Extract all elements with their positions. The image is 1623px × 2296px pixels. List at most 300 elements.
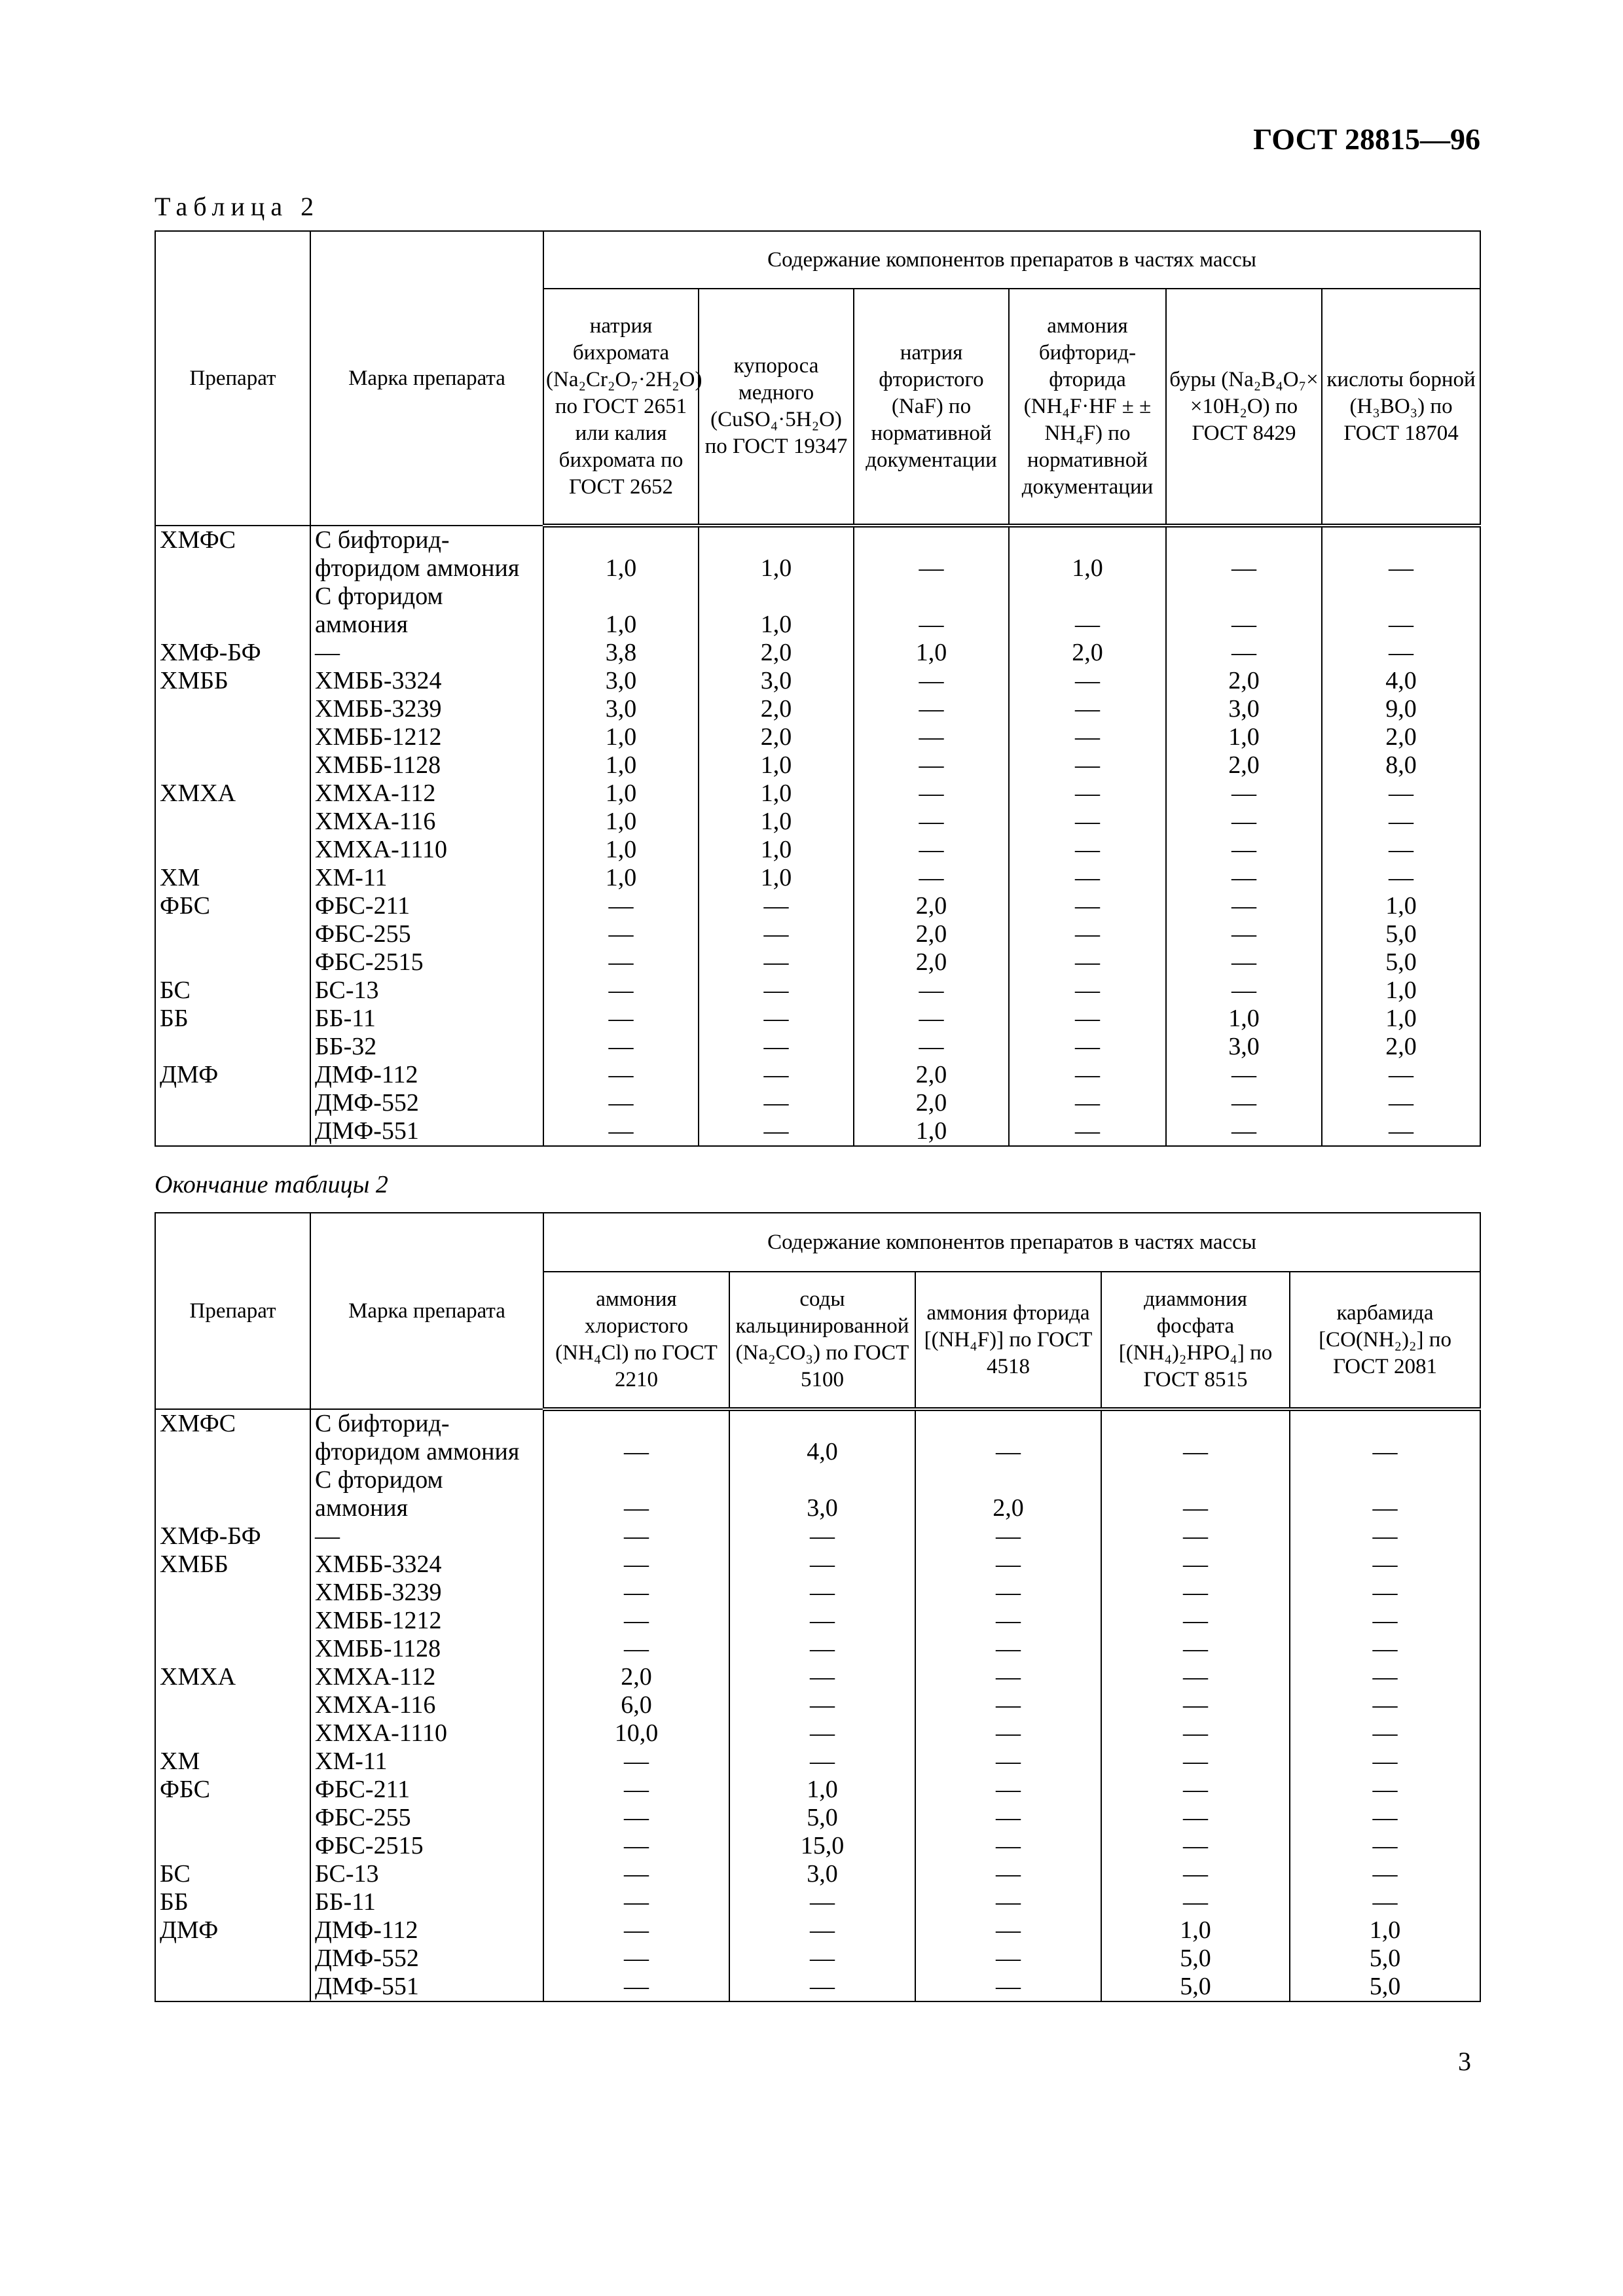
- value-cell: —: [915, 1945, 1101, 1973]
- column-header-component: соды кальцинированной (Na₂CO₃) по ГОСТ 5100: [729, 1272, 915, 1409]
- brand-cell: ХМББ-3324: [310, 667, 543, 695]
- value-cell: —: [1322, 780, 1480, 808]
- brand-cell: ХМББ-1128: [310, 1635, 543, 1663]
- brand-cell: ХМ-11: [310, 864, 543, 892]
- value-cell: —: [1101, 1466, 1290, 1522]
- value-cell: 3,0: [1166, 695, 1322, 723]
- value-cell: —: [915, 1860, 1101, 1888]
- value-cell: 2,0: [1322, 723, 1480, 751]
- preparation-cell: ФБС: [155, 1776, 310, 1804]
- table-row: [155, 1945, 1480, 1973]
- preparation-cell: ХМФ-БФ: [155, 1522, 310, 1551]
- composition-table-part1: [155, 230, 1481, 1147]
- value-cell: 3,0: [543, 667, 699, 695]
- value-cell: —: [915, 1916, 1101, 1945]
- preparation-cell: [155, 1635, 310, 1663]
- brand-cell: С бифторид-фторидом аммония: [310, 1409, 543, 1466]
- column-header-component: кислоты борной (H₃BO₃) по ГОСТ 18704: [1322, 289, 1480, 526]
- preparation-cell: ХМХА: [155, 1663, 310, 1691]
- composition-table-part2: [155, 1212, 1481, 2002]
- value-cell: —: [699, 977, 854, 1005]
- value-cell: —: [543, 1832, 729, 1860]
- brand-cell: ХМББ-3239: [310, 1579, 543, 1607]
- brand-cell: —: [310, 1522, 543, 1551]
- value-cell: 1,0: [543, 808, 699, 836]
- value-cell: —: [854, 526, 1009, 583]
- brand-cell: —: [310, 639, 543, 667]
- value-cell: —: [1009, 920, 1166, 948]
- value-cell: —: [854, 583, 1009, 639]
- value-cell: —: [1009, 780, 1166, 808]
- column-header-component: натрия бихромата (Na₂Cr₂O₇·2H₂O) по ГОСТ 2651 или калия бихромата по ГОСТ 2652: [543, 289, 699, 526]
- value-cell: 3,0: [699, 667, 854, 695]
- value-cell: —: [915, 1832, 1101, 1860]
- value-cell: 2,0: [1166, 751, 1322, 780]
- brand-cell: ФБС-255: [310, 1804, 543, 1832]
- value-cell: 8,0: [1322, 751, 1480, 780]
- value-cell: —: [1009, 892, 1166, 920]
- table-row: [155, 526, 1480, 583]
- value-cell: 1,0: [1166, 723, 1322, 751]
- value-cell: —: [1166, 920, 1322, 948]
- value-cell: —: [543, 1748, 729, 1776]
- value-cell: —: [729, 1719, 915, 1748]
- value-cell: —: [1290, 1607, 1480, 1635]
- brand-cell: ХМХА-1110: [310, 1719, 543, 1748]
- value-cell: 3,0: [729, 1860, 915, 1888]
- value-cell: —: [543, 1804, 729, 1832]
- preparation-cell: [155, 1832, 310, 1860]
- value-cell: —: [729, 1635, 915, 1663]
- brand-cell: ХМХА-1110: [310, 836, 543, 864]
- brand-cell: БС-13: [310, 977, 543, 1005]
- brand-cell: ХМББ-1128: [310, 751, 543, 780]
- brand-cell: ХМББ-3239: [310, 695, 543, 723]
- table-row: [155, 1005, 1480, 1033]
- table-row: [155, 1804, 1480, 1832]
- value-cell: —: [543, 1916, 729, 1945]
- value-cell: —: [1290, 1579, 1480, 1607]
- value-cell: —: [1322, 583, 1480, 639]
- preparation-cell: [155, 1945, 310, 1973]
- value-cell: —: [854, 1033, 1009, 1061]
- brand-cell: С бифторид-фторидом аммония: [310, 526, 543, 583]
- table-row: [155, 1466, 1480, 1522]
- value-cell: 1,0: [699, 780, 854, 808]
- value-cell: —: [1290, 1466, 1480, 1522]
- value-cell: 3,0: [1166, 1033, 1322, 1061]
- value-cell: —: [543, 1579, 729, 1607]
- brand-cell: ХМХА-112: [310, 780, 543, 808]
- value-cell: 1,0: [854, 1117, 1009, 1146]
- value-cell: —: [1322, 526, 1480, 583]
- value-cell: 9,0: [1322, 695, 1480, 723]
- value-cell: 1,0: [543, 751, 699, 780]
- value-cell: —: [1009, 1005, 1166, 1033]
- value-cell: —: [1101, 1804, 1290, 1832]
- brand-cell: ФБС-2515: [310, 948, 543, 977]
- preparation-cell: ББ: [155, 1888, 310, 1916]
- column-header-component: карбамида [CO(NH₂)₂] по ГОСТ 2081: [1290, 1272, 1480, 1409]
- value-cell: —: [729, 1945, 915, 1973]
- group-header: Содержание компонентов препаратов в частях массы: [543, 1213, 1480, 1272]
- value-cell: 1,0: [1322, 1005, 1480, 1033]
- column-header-component: буры (Na₂B₄O₇× ×10H₂O) по ГОСТ 8429: [1166, 289, 1322, 526]
- table-row: [155, 1089, 1480, 1117]
- table-row: [155, 751, 1480, 780]
- value-cell: 5,0: [1290, 1945, 1480, 1973]
- value-cell: —: [1101, 1522, 1290, 1551]
- value-cell: —: [1322, 808, 1480, 836]
- value-cell: —: [1290, 1663, 1480, 1691]
- table-row: [155, 1973, 1480, 2001]
- table-row: [155, 1748, 1480, 1776]
- value-cell: —: [854, 836, 1009, 864]
- value-cell: —: [854, 864, 1009, 892]
- table-row: [155, 1691, 1480, 1719]
- value-cell: 1,0: [854, 639, 1009, 667]
- table-row: [155, 920, 1480, 948]
- value-cell: 2,0: [1322, 1033, 1480, 1061]
- value-cell: 2,0: [854, 1061, 1009, 1089]
- brand-cell: ХМББ-3324: [310, 1551, 543, 1579]
- preparation-cell: ББ: [155, 1005, 310, 1033]
- table-caption: Таблица 2: [155, 192, 320, 221]
- preparation-cell: [155, 751, 310, 780]
- brand-cell: ББ-11: [310, 1005, 543, 1033]
- table-row: [155, 1832, 1480, 1860]
- brand-cell: ББ-11: [310, 1888, 543, 1916]
- table-row: [155, 808, 1480, 836]
- value-cell: —: [1101, 1579, 1290, 1607]
- brand-cell: ФБС-211: [310, 1776, 543, 1804]
- value-cell: —: [915, 1607, 1101, 1635]
- column-header-component: аммония бифторид-фторида (NH₄F·HF ± ± NH₄F) по нормативной документации: [1009, 289, 1166, 526]
- value-cell: —: [699, 920, 854, 948]
- value-cell: 1,0: [543, 780, 699, 808]
- table-row: [155, 977, 1480, 1005]
- value-cell: —: [1101, 1635, 1290, 1663]
- value-cell: —: [729, 1663, 915, 1691]
- value-cell: —: [1166, 892, 1322, 920]
- value-cell: —: [699, 1033, 854, 1061]
- brand-cell: ХМХА-116: [310, 808, 543, 836]
- value-cell: 5,0: [729, 1804, 915, 1832]
- value-cell: —: [543, 1776, 729, 1804]
- value-cell: —: [1290, 1804, 1480, 1832]
- value-cell: —: [729, 1551, 915, 1579]
- brand-cell: ДМФ-112: [310, 1916, 543, 1945]
- value-cell: 1,0: [699, 751, 854, 780]
- value-cell: —: [543, 1409, 729, 1466]
- value-cell: —: [543, 1635, 729, 1663]
- brand-cell: ФБС-255: [310, 920, 543, 948]
- table-row: [155, 723, 1480, 751]
- value-cell: —: [915, 1522, 1101, 1551]
- brand-cell: ФБС-2515: [310, 1832, 543, 1860]
- brand-cell: ХМББ-1212: [310, 723, 543, 751]
- value-cell: —: [1166, 526, 1322, 583]
- value-cell: —: [1009, 1033, 1166, 1061]
- value-cell: —: [1322, 864, 1480, 892]
- value-cell: —: [1101, 1409, 1290, 1466]
- preparation-cell: [155, 1691, 310, 1719]
- value-cell: —: [915, 1409, 1101, 1466]
- value-cell: —: [915, 1719, 1101, 1748]
- value-cell: —: [1101, 1663, 1290, 1691]
- table-row: [155, 667, 1480, 695]
- value-cell: 5,0: [1322, 920, 1480, 948]
- column-header-component: диаммония фосфата [(NH₄)₂HPO₄] по ГОСТ 8515: [1101, 1272, 1290, 1409]
- column-header-component: купороса медного (CuSO₄·5H₂O) по ГОСТ 19347: [699, 289, 854, 526]
- value-cell: —: [543, 948, 699, 977]
- value-cell: —: [543, 1466, 729, 1522]
- value-cell: —: [543, 892, 699, 920]
- value-cell: —: [1322, 639, 1480, 667]
- value-cell: —: [1290, 1635, 1480, 1663]
- preparation-cell: [155, 1719, 310, 1748]
- value-cell: —: [1322, 1089, 1480, 1117]
- table-row: [155, 1776, 1480, 1804]
- table-row: [155, 1888, 1480, 1916]
- value-cell: 10,0: [543, 1719, 729, 1748]
- value-cell: —: [1290, 1776, 1480, 1804]
- value-cell: —: [1290, 1860, 1480, 1888]
- column-header-component: натрия фтористого (NaF) по нормативной документации: [854, 289, 1009, 526]
- table-row: [155, 1719, 1480, 1748]
- value-cell: —: [729, 1579, 915, 1607]
- preparation-cell: ХМ: [155, 1748, 310, 1776]
- preparation-cell: ХМ: [155, 864, 310, 892]
- value-cell: —: [915, 1579, 1101, 1607]
- column-header-brand: Марка препарата: [310, 231, 543, 526]
- value-cell: 2,0: [699, 639, 854, 667]
- preparation-cell: [155, 948, 310, 977]
- value-cell: —: [1101, 1748, 1290, 1776]
- table-row: [155, 1635, 1480, 1663]
- brand-cell: ДМФ-551: [310, 1973, 543, 2001]
- value-cell: 2,0: [699, 695, 854, 723]
- preparation-cell: [155, 583, 310, 639]
- table-body: [155, 526, 1480, 1146]
- value-cell: —: [1009, 583, 1166, 639]
- brand-cell: ХМББ-1212: [310, 1607, 543, 1635]
- value-cell: —: [543, 1033, 699, 1061]
- value-cell: —: [915, 1551, 1101, 1579]
- value-cell: —: [1101, 1832, 1290, 1860]
- value-cell: —: [1009, 667, 1166, 695]
- value-cell: 5,0: [1101, 1945, 1290, 1973]
- value-cell: —: [543, 1551, 729, 1579]
- value-cell: —: [699, 1061, 854, 1089]
- value-cell: —: [1009, 1117, 1166, 1146]
- preparation-cell: БС: [155, 1860, 310, 1888]
- table-row: [155, 1061, 1480, 1089]
- value-cell: —: [1101, 1691, 1290, 1719]
- preparation-cell: ХМФС: [155, 526, 310, 583]
- value-cell: 3,0: [543, 695, 699, 723]
- value-cell: —: [1101, 1551, 1290, 1579]
- value-cell: —: [1290, 1522, 1480, 1551]
- value-cell: —: [543, 1061, 699, 1089]
- value-cell: —: [854, 1005, 1009, 1033]
- table-row: [155, 864, 1480, 892]
- table-row: [155, 1579, 1480, 1607]
- value-cell: —: [543, 1117, 699, 1146]
- brand-cell: ХМХА-112: [310, 1663, 543, 1691]
- value-cell: —: [699, 948, 854, 977]
- value-cell: —: [729, 1691, 915, 1719]
- value-cell: —: [543, 1973, 729, 2001]
- preparation-cell: [155, 1466, 310, 1522]
- brand-cell: БС-13: [310, 1860, 543, 1888]
- value-cell: 2,0: [915, 1466, 1101, 1522]
- preparation-cell: ХМББ: [155, 667, 310, 695]
- value-cell: —: [915, 1776, 1101, 1804]
- value-cell: —: [1166, 864, 1322, 892]
- preparation-cell: [155, 1117, 310, 1146]
- value-cell: —: [1101, 1719, 1290, 1748]
- table-row: [155, 1522, 1480, 1551]
- value-cell: —: [1101, 1607, 1290, 1635]
- preparation-cell: [155, 1579, 310, 1607]
- value-cell: —: [543, 1005, 699, 1033]
- brand-cell: ББ-32: [310, 1033, 543, 1061]
- value-cell: 2,0: [1009, 639, 1166, 667]
- value-cell: —: [729, 1888, 915, 1916]
- value-cell: —: [543, 1945, 729, 1973]
- value-cell: —: [1166, 948, 1322, 977]
- value-cell: —: [1290, 1888, 1480, 1916]
- document-code: ГОСТ 28815—96: [1253, 122, 1480, 156]
- value-cell: —: [1166, 977, 1322, 1005]
- value-cell: —: [854, 808, 1009, 836]
- value-cell: —: [915, 1635, 1101, 1663]
- value-cell: 1,0: [543, 526, 699, 583]
- value-cell: —: [915, 1663, 1101, 1691]
- value-cell: —: [699, 892, 854, 920]
- value-cell: —: [1009, 808, 1166, 836]
- table-row: [155, 1409, 1480, 1466]
- brand-cell: ДМФ-552: [310, 1945, 543, 1973]
- value-cell: —: [543, 977, 699, 1005]
- table-row: [155, 1551, 1480, 1579]
- brand-cell: ДМФ-112: [310, 1061, 543, 1089]
- value-cell: —: [854, 751, 1009, 780]
- value-cell: —: [543, 1607, 729, 1635]
- value-cell: 4,0: [1322, 667, 1480, 695]
- brand-cell: С фторидом аммония: [310, 583, 543, 639]
- value-cell: —: [854, 780, 1009, 808]
- value-cell: —: [854, 695, 1009, 723]
- value-cell: 3,0: [729, 1466, 915, 1522]
- column-header-preparation: Препарат: [155, 1213, 310, 1409]
- value-cell: —: [1166, 808, 1322, 836]
- value-cell: —: [1166, 1117, 1322, 1146]
- preparation-cell: [155, 808, 310, 836]
- table-row: [155, 948, 1480, 977]
- value-cell: —: [1166, 780, 1322, 808]
- value-cell: —: [1101, 1860, 1290, 1888]
- value-cell: 1,0: [1322, 977, 1480, 1005]
- value-cell: —: [1290, 1832, 1480, 1860]
- value-cell: 5,0: [1101, 1973, 1290, 2001]
- preparation-cell: ХМХА: [155, 780, 310, 808]
- value-cell: 1,0: [543, 583, 699, 639]
- preparation-cell: [155, 836, 310, 864]
- value-cell: —: [854, 723, 1009, 751]
- value-cell: 1,0: [699, 526, 854, 583]
- value-cell: —: [1009, 723, 1166, 751]
- value-cell: —: [1166, 1089, 1322, 1117]
- value-cell: 2,0: [854, 948, 1009, 977]
- value-cell: —: [1101, 1888, 1290, 1916]
- value-cell: —: [1290, 1748, 1480, 1776]
- value-cell: —: [1009, 695, 1166, 723]
- table-row: [155, 583, 1480, 639]
- preparation-cell: [155, 1089, 310, 1117]
- value-cell: 1,0: [1009, 526, 1166, 583]
- value-cell: 1,0: [543, 864, 699, 892]
- table-row: [155, 1033, 1480, 1061]
- brand-cell: ФБС-211: [310, 892, 543, 920]
- preparation-cell: ХМББ: [155, 1551, 310, 1579]
- value-cell: —: [729, 1916, 915, 1945]
- value-cell: —: [543, 920, 699, 948]
- table-continuation-caption: Окончание таблицы 2: [155, 1171, 388, 1198]
- preparation-cell: [155, 723, 310, 751]
- value-cell: 15,0: [729, 1832, 915, 1860]
- value-cell: —: [543, 1089, 699, 1117]
- value-cell: 1,0: [699, 836, 854, 864]
- value-cell: 1,0: [699, 864, 854, 892]
- value-cell: —: [1009, 977, 1166, 1005]
- value-cell: —: [699, 1005, 854, 1033]
- column-header-component: аммония хлористого (NH₄Cl) по ГОСТ 2210: [543, 1272, 729, 1409]
- table-row: [155, 695, 1480, 723]
- table-row: [155, 1663, 1480, 1691]
- value-cell: 1,0: [543, 836, 699, 864]
- value-cell: —: [543, 1522, 729, 1551]
- value-cell: —: [729, 1973, 915, 2001]
- column-header-preparation: Препарат: [155, 231, 310, 526]
- value-cell: —: [915, 1691, 1101, 1719]
- table-row: [155, 892, 1480, 920]
- value-cell: 2,0: [1166, 667, 1322, 695]
- preparation-cell: [155, 1607, 310, 1635]
- table-row: [155, 1916, 1480, 1945]
- group-header: Содержание компонентов препаратов в частях массы: [543, 231, 1480, 289]
- value-cell: —: [854, 977, 1009, 1005]
- preparation-cell: ХМФ-БФ: [155, 639, 310, 667]
- value-cell: 1,0: [699, 583, 854, 639]
- value-cell: —: [729, 1748, 915, 1776]
- brand-cell: ДМФ-551: [310, 1117, 543, 1146]
- value-cell: 3,8: [543, 639, 699, 667]
- value-cell: 1,0: [1166, 1005, 1322, 1033]
- table-row: [155, 1860, 1480, 1888]
- value-cell: —: [854, 667, 1009, 695]
- value-cell: —: [1290, 1409, 1480, 1466]
- value-cell: 5,0: [1290, 1973, 1480, 2001]
- value-cell: 4,0: [729, 1409, 915, 1466]
- value-cell: —: [729, 1607, 915, 1635]
- column-header-component: аммония фторида [(NH₄F)] по ГОСТ 4518: [915, 1272, 1101, 1409]
- value-cell: —: [1290, 1551, 1480, 1579]
- value-cell: —: [915, 1973, 1101, 2001]
- preparation-cell: ДМФ: [155, 1061, 310, 1089]
- value-cell: 6,0: [543, 1691, 729, 1719]
